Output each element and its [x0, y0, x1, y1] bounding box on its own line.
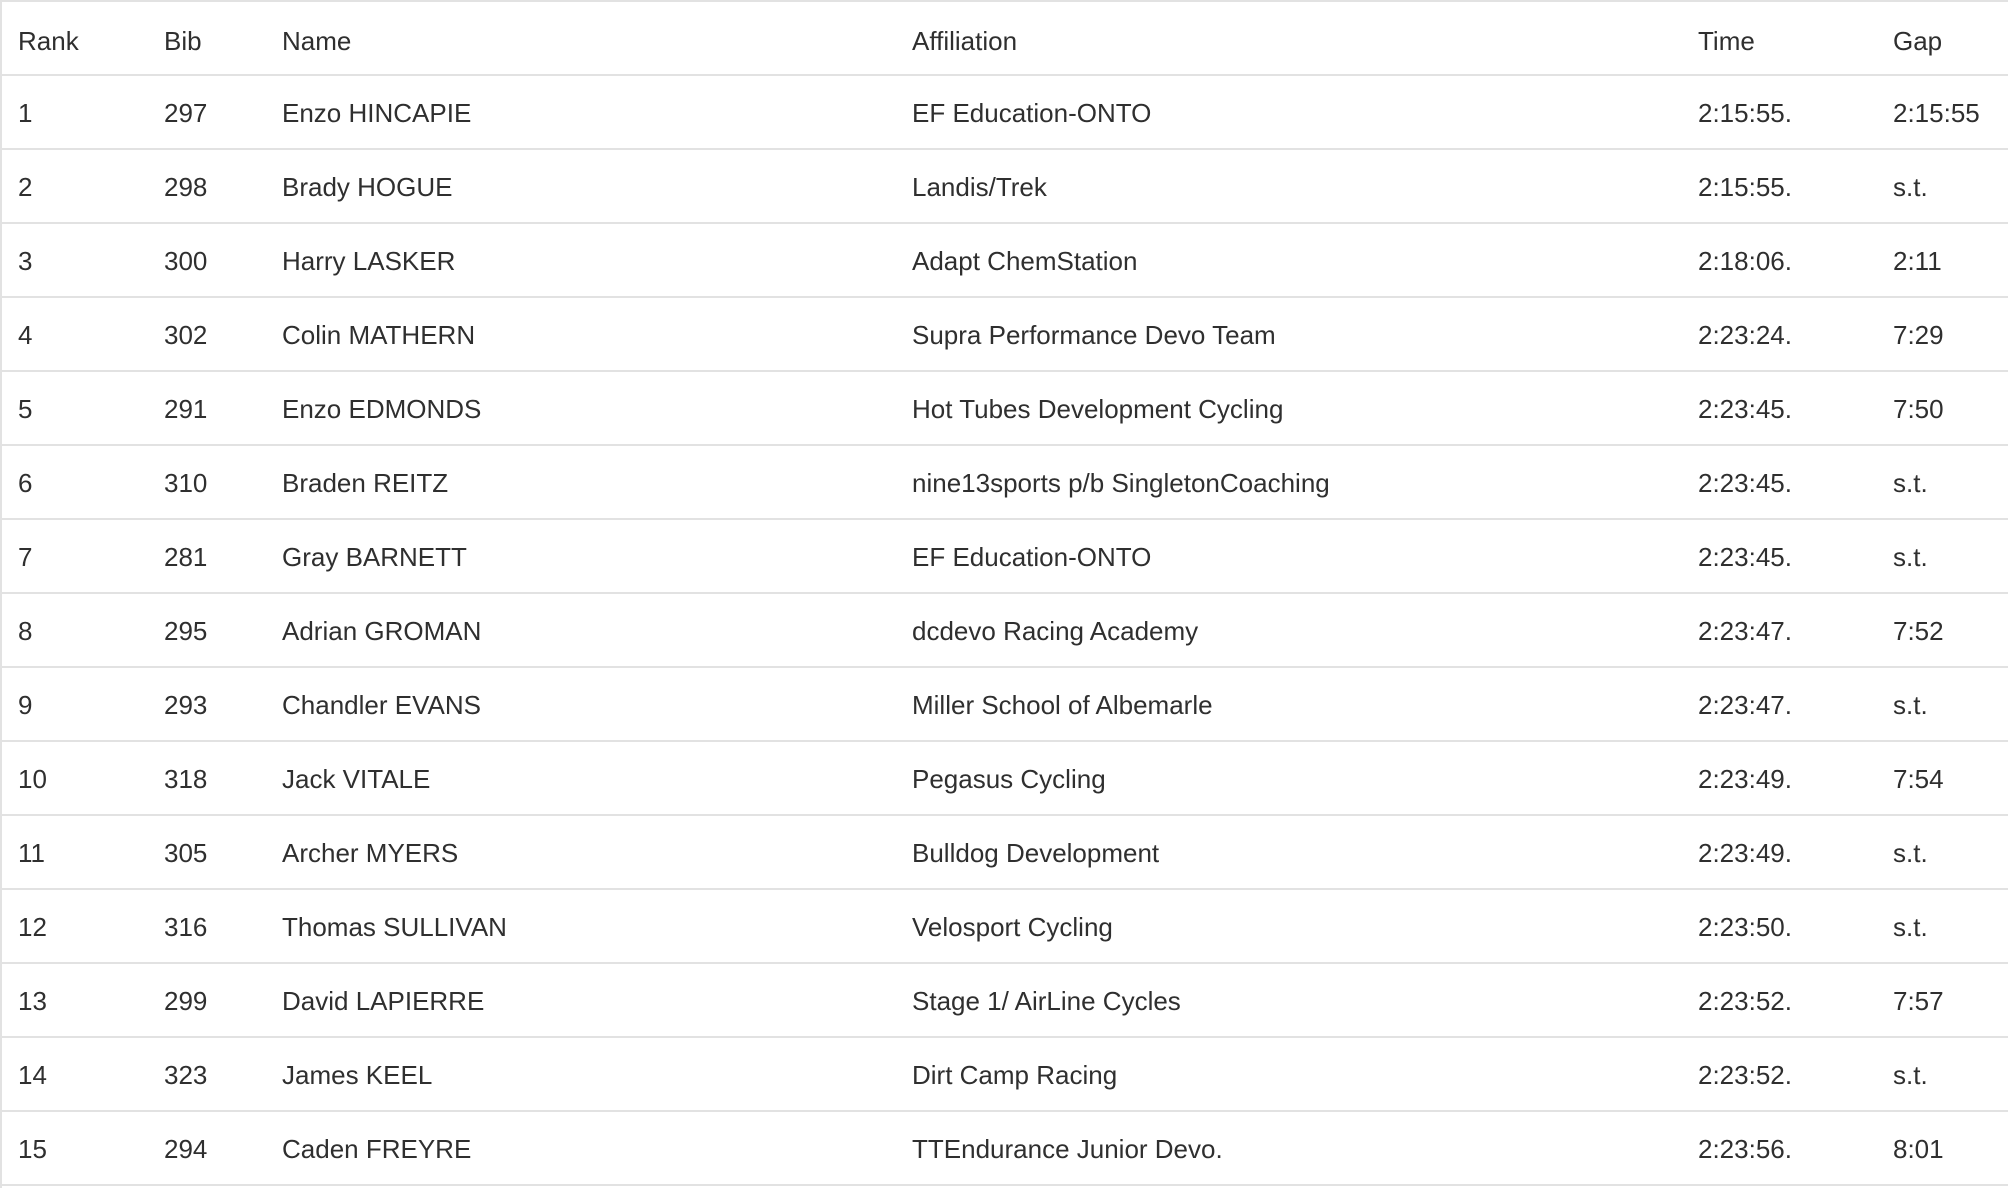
rider-name-cell: Jack VITALE	[282, 764, 431, 794]
gap-cell: s.t.	[1893, 172, 1928, 202]
table-row	[0, 298, 2008, 372]
gap-cell: 7:57	[1893, 986, 1944, 1016]
gap-cell: s.t.	[1893, 912, 1928, 942]
rank-cell: 11	[18, 838, 45, 868]
gap-cell: 7:54	[1893, 764, 1944, 794]
time-cell: 2:23:56.	[1698, 1134, 1792, 1164]
affiliation-cell: Adapt ChemStation	[912, 246, 1138, 276]
bib-cell: 293	[164, 690, 208, 720]
rank-cell: 8	[18, 616, 33, 646]
rider-name-cell: Brady HOGUE	[282, 172, 453, 202]
gap-cell: 8:01	[1893, 1134, 1944, 1164]
header-bib[interactable]: Bib	[164, 26, 202, 56]
bib-cell: 291	[164, 394, 208, 424]
affiliation-cell: Miller School of Albemarle	[912, 690, 1213, 720]
table-row	[0, 1112, 2008, 1186]
rider-name-cell: Enzo EDMONDS	[282, 394, 482, 424]
table-header-row	[0, 0, 2008, 76]
table-row	[0, 742, 2008, 816]
rank-cell: 5	[18, 394, 33, 424]
gap-cell: s.t.	[1893, 690, 1928, 720]
rank-cell: 2	[18, 172, 33, 202]
table-body	[0, 76, 2008, 1186]
time-cell: 2:15:55.	[1698, 172, 1792, 202]
gap-cell: s.t.	[1893, 838, 1928, 868]
rider-name-cell: Thomas SULLIVAN	[282, 912, 507, 942]
gap-cell: s.t.	[1893, 1060, 1928, 1090]
affiliation-cell: Pegasus Cycling	[912, 764, 1106, 794]
rider-name-cell: David LAPIERRE	[282, 986, 485, 1016]
gap-cell: s.t.	[1893, 468, 1928, 498]
rank-cell: 10	[18, 764, 47, 794]
rider-name-cell: Gray BARNETT	[282, 542, 467, 572]
rank-cell: 9	[18, 690, 33, 720]
bib-cell: 316	[164, 912, 208, 942]
time-cell: 2:23:24.	[1698, 320, 1792, 350]
time-cell: 2:23:52.	[1698, 986, 1792, 1016]
table-row	[0, 594, 2008, 668]
header-gap[interactable]: Gap	[1893, 26, 1943, 56]
rider-name-cell: Colin MATHERN	[282, 320, 476, 350]
table-row	[0, 668, 2008, 742]
table-row	[0, 446, 2008, 520]
rank-cell: 12	[18, 912, 47, 942]
header-name[interactable]: Name	[282, 26, 352, 56]
bib-cell: 323	[164, 1060, 208, 1090]
gap-cell: 7:29	[1893, 320, 1944, 350]
bib-cell: 310	[164, 468, 208, 498]
table-row	[0, 1038, 2008, 1112]
table-row	[0, 76, 2008, 150]
affiliation-cell: Dirt Camp Racing	[912, 1060, 1118, 1090]
time-cell: 2:23:45.	[1698, 468, 1792, 498]
time-cell: 2:15:55.	[1698, 98, 1792, 128]
affiliation-cell: Hot Tubes Development Cycling	[912, 394, 1284, 424]
rider-name-cell: Enzo HINCAPIE	[282, 98, 472, 128]
rank-cell: 7	[18, 542, 33, 572]
rank-cell: 4	[18, 320, 33, 350]
rank-cell: 15	[18, 1134, 47, 1164]
rider-name-cell: Caden FREYRE	[282, 1134, 472, 1164]
time-cell: 2:23:45.	[1698, 542, 1792, 572]
bib-cell: 318	[164, 764, 208, 794]
bib-cell: 281	[164, 542, 208, 572]
rider-name-cell: Chandler EVANS	[282, 690, 481, 720]
affiliation-cell: Bulldog Development	[912, 838, 1160, 868]
time-cell: 2:23:49.	[1698, 838, 1792, 868]
table-row	[0, 520, 2008, 594]
gap-cell: s.t.	[1893, 542, 1928, 572]
time-cell: 2:18:06.	[1698, 246, 1792, 276]
header-affiliation[interactable]: Affiliation	[912, 26, 1018, 56]
bib-cell: 298	[164, 172, 208, 202]
affiliation-cell: Landis/Trek	[912, 172, 1047, 202]
table-row	[0, 964, 2008, 1038]
bib-cell: 302	[164, 320, 208, 350]
table-row	[0, 816, 2008, 890]
rider-name-cell: Harry LASKER	[282, 246, 456, 276]
gap-cell: 2:11	[1893, 246, 1942, 276]
affiliation-cell: Velosport Cycling	[912, 912, 1113, 942]
table-row	[0, 890, 2008, 964]
time-cell: 2:23:47.	[1698, 690, 1792, 720]
time-cell: 2:23:49.	[1698, 764, 1792, 794]
rider-name-cell: James KEEL	[282, 1060, 433, 1090]
bib-cell: 305	[164, 838, 208, 868]
time-cell: 2:23:50.	[1698, 912, 1792, 942]
rank-cell: 6	[18, 468, 33, 498]
header-time[interactable]: Time	[1698, 26, 1755, 56]
bib-cell: 299	[164, 986, 208, 1016]
bib-cell: 297	[164, 98, 208, 128]
bib-cell: 295	[164, 616, 208, 646]
affiliation-cell: dcdevo Racing Academy	[912, 616, 1199, 646]
time-cell: 2:23:52.	[1698, 1060, 1792, 1090]
affiliation-cell: EF Education-ONTO	[912, 542, 1152, 572]
rank-cell: 1	[18, 98, 33, 128]
bib-cell: 300	[164, 246, 208, 276]
gap-cell: 2:15:55	[1893, 98, 1980, 128]
table-row	[0, 224, 2008, 298]
affiliation-cell: TTEndurance Junior Devo.	[912, 1134, 1223, 1164]
table-row	[0, 372, 2008, 446]
affiliation-cell: Stage 1/ AirLine Cycles	[912, 986, 1181, 1016]
rider-name-cell: Archer MYERS	[282, 838, 459, 868]
affiliation-cell: EF Education-ONTO	[912, 98, 1152, 128]
time-cell: 2:23:47.	[1698, 616, 1792, 646]
rank-cell: 3	[18, 246, 33, 276]
time-cell: 2:23:45.	[1698, 394, 1792, 424]
rank-cell: 14	[18, 1060, 47, 1090]
gap-cell: 7:50	[1893, 394, 1944, 424]
rider-name-cell: Adrian GROMAN	[282, 616, 482, 646]
rank-cell: 13	[18, 986, 47, 1016]
gap-cell: 7:52	[1893, 616, 1944, 646]
table-row	[0, 150, 2008, 224]
header-rank[interactable]: Rank	[18, 26, 79, 56]
bib-cell: 294	[164, 1134, 208, 1164]
affiliation-cell: Supra Performance Devo Team	[912, 320, 1276, 350]
affiliation-cell: nine13sports p/b SingletonCoaching	[912, 468, 1330, 498]
rider-name-cell: Braden REITZ	[282, 468, 449, 498]
